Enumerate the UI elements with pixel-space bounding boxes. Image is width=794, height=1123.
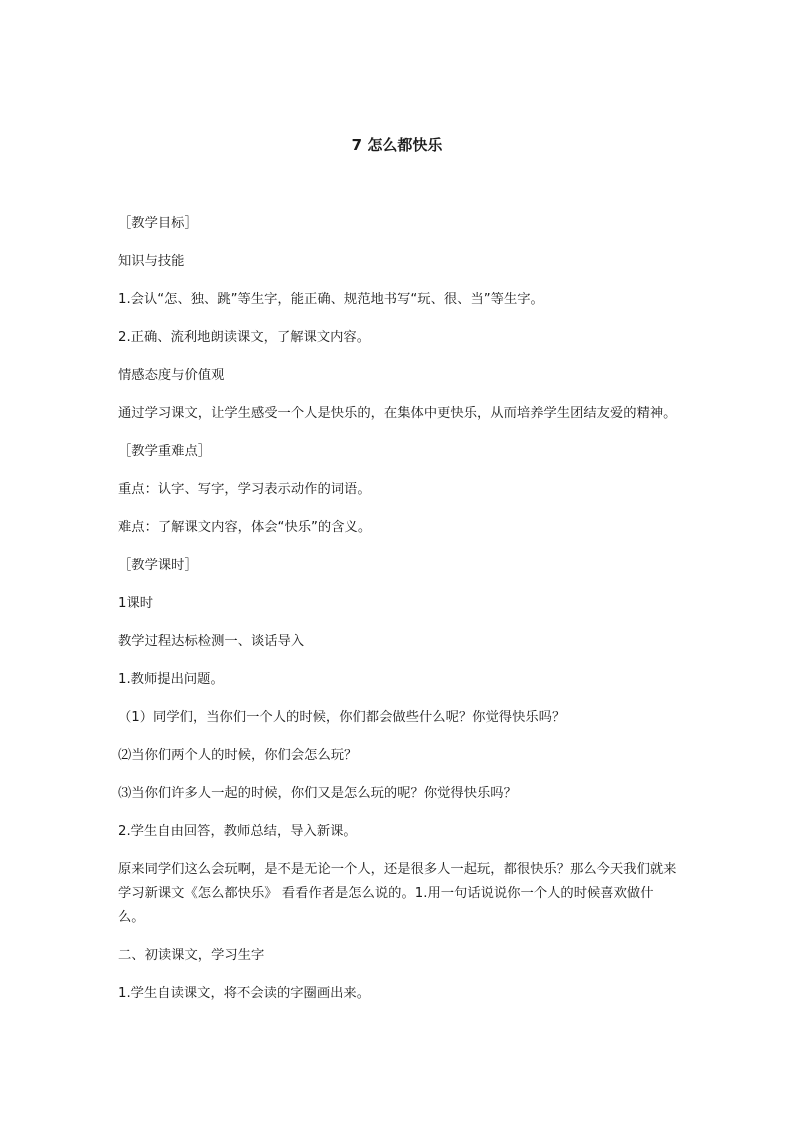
attitude-paragraph: 通过学习课文，让学生感受一个人是快乐的，在集体中更快乐，从而培养学生团结友爱的精神。 bbox=[118, 406, 677, 421]
process-heading: 教学过程达标检测一、谈话导入 bbox=[118, 634, 305, 649]
class-hours-value: 1课时 bbox=[118, 596, 154, 611]
key-point: 重点：认字、写字，学习表示动作的词语。 bbox=[118, 482, 371, 497]
step-1: 1.教师提出问题。 bbox=[118, 672, 224, 687]
question-1: （1）同学们，当你们一个人的时候，你们都会做些什么呢？你觉得快乐吗？ bbox=[118, 710, 566, 725]
step-2: 2.学生自由回答，教师总结，导入新课。 bbox=[118, 824, 357, 839]
question-3: ⑶当你们许多人一起的时候，你们又是怎么玩的呢？你觉得快乐吗？ bbox=[118, 786, 517, 801]
objective-item-2: 2.正确、流利地朗读课文，了解课文内容。 bbox=[118, 330, 371, 345]
section-heading-first-reading: 二、初读课文，学习生字 bbox=[118, 948, 265, 963]
subheading-knowledge-skills: 知识与技能 bbox=[118, 254, 185, 269]
objective-item-1: 1.会认“怎、独、跳”等生字，能正确、规范地书写“玩、很、当”等生字。 bbox=[118, 292, 544, 307]
question-2: ⑵当你们两个人的时候，你们会怎么玩？ bbox=[118, 748, 358, 763]
page-title: 7 怎么都快乐 bbox=[351, 136, 443, 154]
document-body bbox=[118, 212, 680, 1006]
section-heading-objectives: ［教学目标］ bbox=[118, 216, 198, 231]
section-heading-class-hours: ［教学课时］ bbox=[118, 558, 198, 573]
section-heading-key-points: ［教学重难点］ bbox=[118, 444, 212, 459]
difficult-point: 难点：了解课文内容，体会“快乐”的含义。 bbox=[118, 520, 372, 535]
intro-paragraph: 原来同学们这么会玩啊，是不是无论一个人，还是很多人一起玩，都很快乐？那么今天我们就来学习新课文《怎么都快乐》 看看作者是怎么说的。1.用一句话说说你一个人的时候喜欢做什么。 bbox=[118, 862, 677, 925]
subheading-attitude-values: 情感态度与价值观 bbox=[118, 368, 225, 383]
reading-step-1: 1.学生自读课文，将不会读的字圈画出来。 bbox=[118, 986, 371, 1001]
